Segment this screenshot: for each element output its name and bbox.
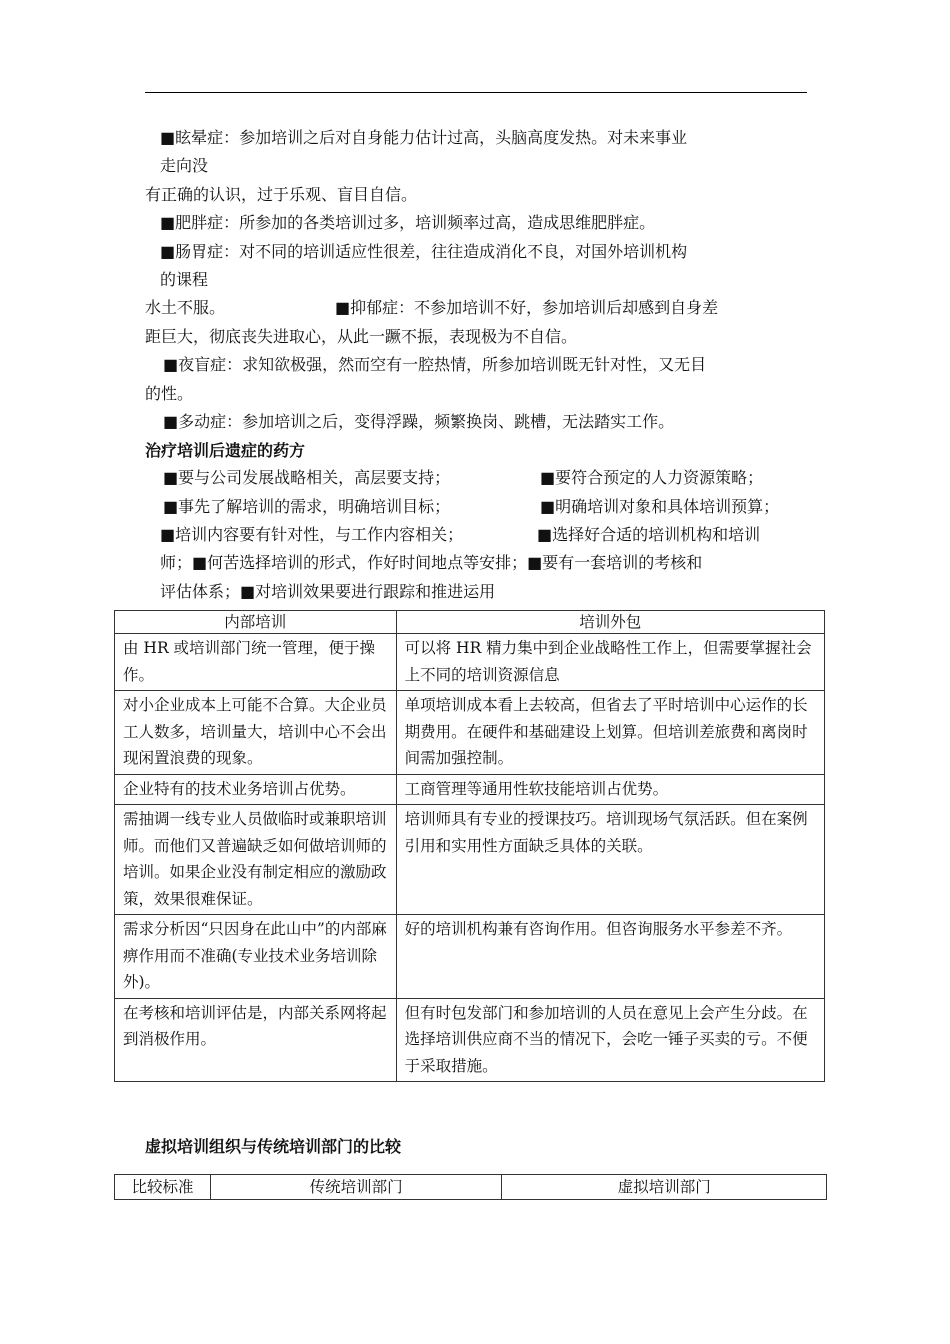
cell-internal: 对小企业成本上可能不合算。大企业员工人数多，培训量大，培训中心不会出现闲置浪费的现象。: [115, 691, 397, 775]
header-outsourced: 培训外包: [396, 611, 824, 634]
table-row: [115, 998, 825, 1082]
text-line: ■肥胖症：所参加的各类培训过多，培训频率过高，造成思维肥胖症。: [160, 213, 656, 232]
cell-internal: 在考核和培训评估是，内部关系网将起到消极作用。: [115, 998, 397, 1082]
comparison-table-internal-vs-outsourced: [114, 610, 825, 1082]
text-line: ■要符合预定的人力资源策略；: [540, 468, 764, 487]
text-line: 走向没: [160, 156, 209, 175]
text-line: ■培训内容要有针对性，与工作内容相关；: [160, 525, 464, 544]
cell-outsourced: 可以将 HR 精力集中到企业战略性工作上，但需要掌握社会上不同的培训资源信息: [396, 634, 824, 691]
header-rule: [145, 92, 807, 93]
cell-outsourced: 工商管理等通用性软技能培训占优势。: [396, 774, 824, 805]
header-virtual: 虚拟培训部门: [502, 1175, 827, 1200]
table-header-row: [115, 1175, 827, 1200]
text-line: ■要与公司发展战略相关，高层要支持；: [163, 468, 451, 487]
cell-outsourced: 单项培训成本看上去较高，但省去了平时培训中心运作的长期费用。在硬件和基础建设上划算。但培训差旅费和离岗时间需加强控制。: [396, 691, 824, 775]
header-internal: 内部培训: [115, 611, 397, 634]
text-line: 水土不服。: [145, 298, 226, 317]
header-traditional: 传统培训部门: [210, 1175, 502, 1200]
text-line: ■夜盲症：求知欲极强，然而空有一腔热情，所参加培训既无针对性，又无目: [163, 355, 707, 374]
text-line: 有正确的认识，过于乐观、盲目自信。: [145, 185, 418, 204]
cell-outsourced: 但有时包发部门和参加培训的人员在意见上会产生分歧。在选择培训供应商不当的情况下，会吃一锤子买卖的亏。不便于采取措施。: [396, 998, 824, 1082]
text-line: 的性。: [145, 384, 194, 403]
text-line: 距巨大，彻底丧失进取心，从此一蹶不振，表现极为不自信。: [145, 327, 578, 346]
heading-remedies: 治疗培训后遗症的药方: [145, 441, 306, 460]
text-line: ■事先了解培训的需求，明确培训目标；: [163, 497, 451, 516]
table-row: [115, 691, 825, 775]
table-row: [115, 634, 825, 691]
cell-internal: 需求分析因“只因身在此山中”的内部麻痹作用而不准确(专业技术业务培训除外)。: [115, 915, 397, 999]
text-line: 评估体系；■对培训效果要进行跟踪和推进运用: [160, 582, 496, 601]
heading-virtual-vs-traditional: 虚拟培训组织与传统培训部门的比较: [145, 1137, 402, 1156]
table-row: [115, 805, 825, 915]
cell-internal: 需抽调一线专业人员做临时或兼职培训师。而他们又普遍缺乏如何做培训师的培训。如果企业没有制定相应的激励政策，效果很难保证。: [115, 805, 397, 915]
cell-internal: 由 HR 或培训部门统一管理，便于操作。: [115, 634, 397, 691]
text-line: ■多动症：参加培训之后，变得浮躁，频繁换岗、跳槽，无法踏实工作。: [163, 412, 675, 431]
text-line: 的课程: [160, 270, 209, 289]
text-line: ■明确培训对象和具体培训预算；: [540, 497, 780, 516]
header-criteria: 比较标准: [115, 1175, 211, 1200]
table-header-row: [115, 611, 825, 634]
text-line: ■眩晕症：参加培训之后对自身能力估计过高，头脑高度发热。对未来事业: [160, 128, 688, 147]
table-row: [115, 774, 825, 805]
comparison-table-virtual-vs-traditional: [114, 1174, 827, 1200]
cell-outsourced: 好的培训机构兼有咨询作用。但咨询服务水平参差不齐。: [396, 915, 824, 999]
text-line: 师；■何苦选择培训的形式，作好时间地点等安排；■要有一套培训的考核和: [160, 553, 703, 572]
table-row: [115, 915, 825, 999]
text-line: ■选择好合适的培训机构和培训: [537, 525, 761, 544]
text-line: ■肠胃症：对不同的培训适应性很差，往往造成消化不良，对国外培训机构: [160, 242, 688, 261]
cell-outsourced: 培训师具有专业的授课技巧。培训现场气氛活跃。但在案例引用和实用性方面缺乏具体的关联。: [396, 805, 824, 915]
cell-internal: 企业特有的技术业务培训占优势。: [115, 774, 397, 805]
text-line: ■抑郁症：不参加培训不好，参加培训后却感到自身差: [335, 298, 719, 317]
